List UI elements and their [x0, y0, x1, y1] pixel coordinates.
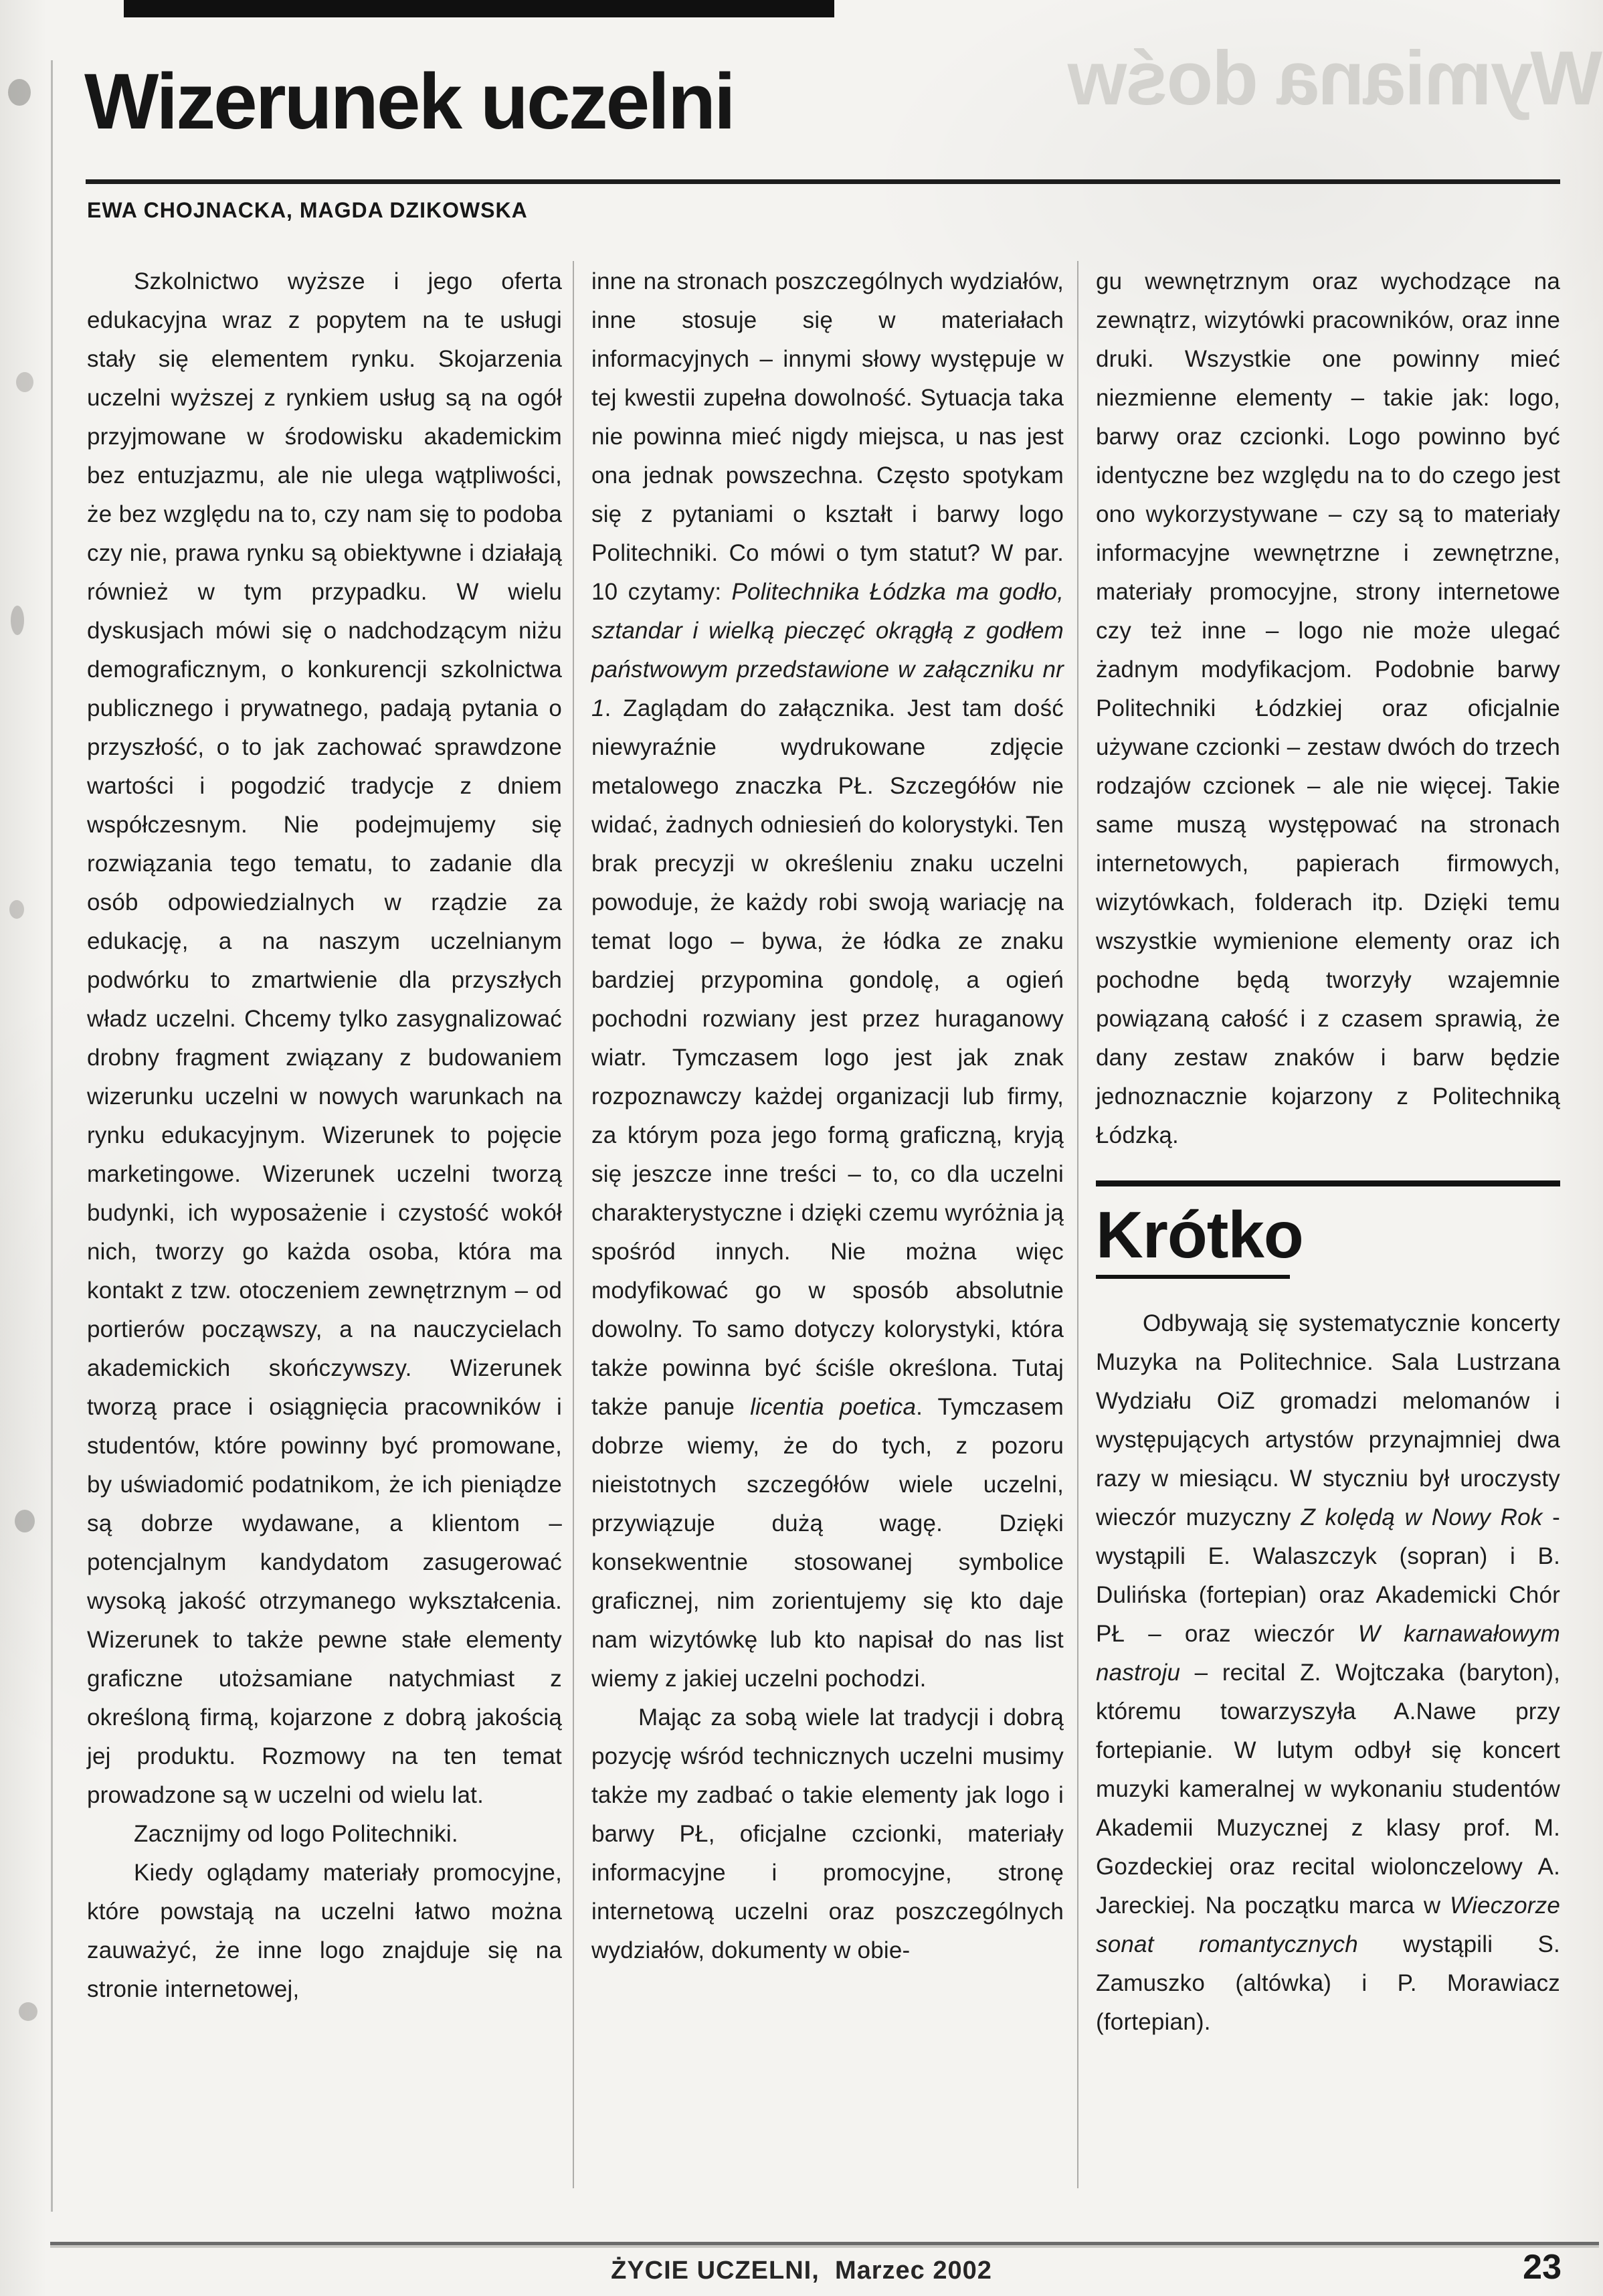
byline: EWA CHOJNACKA, MAGDA DZIKOWSKA — [87, 198, 528, 222]
text-column-3 — [1096, 262, 1560, 2042]
footer-rule — [50, 2242, 1599, 2245]
header-rule — [86, 179, 1560, 184]
section-heading-krotko: Krótko — [1096, 1198, 1303, 1271]
paragraph: Szkolnictwo wyższe i jego oferta edukacyjna wraz z popytem na te usługi stały się elementem rynku. Skojarzenia uczelni wyższej z rynkiem usług są na ogół przyjmowane w środowisku akademickim bez entuzjazmu, ale nie ulega wątpliwości, że bez względu na to, czy nam się to podoba czy nie, prawa rynku są obiektywne i działają również w tym przypadku. W wielu dyskusjach mówi się o nadchodzącym niżu demograficznym, o konkurencji szkolnictwa publicznego i prywatnego, padają pytania o przyszłość, o to jak zachować sprawdzone wartości i pogodzić tradycje z dniem współczesnym. Nie podejmujemy się rozwiązania tego tematu, to zadanie dla osób odpowiedzialnych w rządzie za edukację, a na naszym uczelnianym podwórku to zmartwienie dla przyszłych władz uczelni. Chcemy tylko zasygnalizować drobny fragment związany z budowaniem wizerunku uczelni w nowych warunkach na rynku edukacyjnym. Wizerunek to pojęcie marketingowe. Wizerunek uczelni tworzą budynki, ich wyposażenie i czystość wokół nich, tworzy go każda osoba, która ma kontakt z tzw. otoczeniem zewnętrznym – od portierów począwszy, a na nauczycielach akademickich skończywszy. Wizerunek tworzą prace i osiągnięcia pracowników i studentów, które powinny być promowane, by uświadomić podatnikom, że ich pieniądze są dobrze wydawane, a klientom – potencjalnym kandydatom zasugerować wysoką jakość otrzymanego wykształcenia. Wizerunek to także pewne stałe elementy graficzne utożsamiane natychmiast z określoną firmą, kojarzone z dobrą jakością jej produktu. Rozmowy na ten temat prowadzone są w uczelni od wielu lat. — [87, 268, 562, 1808]
scan-artifact — [9, 900, 24, 919]
page-fold-line — [51, 60, 53, 2212]
section-heading-underline — [1096, 1275, 1290, 1279]
issue-date: Marzec 2002 — [834, 2257, 992, 2285]
text-column-1 — [87, 262, 562, 2009]
paragraph: Kiedy oglądamy materiały promocyjne, które powstają na uczelni łatwo można zauważyć, że inne logo znajduje się na stronie internetowej, — [87, 1860, 562, 2002]
scan-artifact — [11, 606, 24, 635]
footer-journal-line — [0, 2257, 1603, 2285]
section-separator-rule — [1096, 1180, 1560, 1186]
paragraph: inne na stronach poszczególnych wydziałów, inne stosuje się w materiałach informacyjnych – innymi słowy występuje w tej kwestii zupełna dowolność. Sytuacja taka nie powinna mieć nigdy miejsca, u nas jest ona jednak powszechna. Często spotykam się z pytaniami o kształt i barwy logo Politechniki. Co mówi o tym statut? W par. 10 czytamy: Politechnika Łódzka ma godło, sztandar i wielką pieczęć okrągłą z godłem państwowym przedstawione w załączniku nr 1. Zaglądam do załącznika. Jest tam dość niewyraźnie wydrukowane zdjęcie metalowego znaczka PŁ. Szczegółów nie widać, żadnych odniesień do kolorystyki. Ten brak precyzji w określeniu znaku uczelni powoduje, że każdy robi swoją wariację na temat logo – bywa, że łódka ze znaku bardziej przypomina gondolę, a ogień pochodni rozwiany jest przez huraganowy wiatr. Tymczasem logo jest jak znak rozpoznawczy każdej organizacji lub firmy, za którym poza jego formą graficzną, kryją się jeszcze inne treści – to, co dla uczelni charakterystyczne i dzięki czemu wyróżnia ją spośród innych. Nie można więc modyfikować go w sposób absolutnie dowolny. To samo dotyczy kolorystyki, która także powinna być ściśle określona. Tutaj także panuje licentia poetica. Tymczasem dobrze wiemy, że do tych, z pozoru nieistotnych szczegółów wiele uczelni, przywiązuje dużą wagę. Dzięki konsekwentnie stosowanej symbolice graficznej, nim zorientujemy się kto daje nam wizytówkę lub kto napisał do nas list wiemy z jakiej uczelni pochodzi. — [591, 268, 1064, 1692]
scan-artifact — [16, 372, 33, 392]
scan-artifact — [8, 79, 31, 106]
text-column-2 — [591, 262, 1064, 1970]
bleed-through-ghost-title: Wymiana dośw — [1068, 36, 1602, 121]
article-title: Wizerunek uczelni — [84, 58, 734, 146]
column-divider — [573, 261, 574, 2188]
paragraph: gu wewnętrznym oraz wychodzące na zewnątrz, wizytówki pracowników, oraz inne druki. Wszystkie one powinny mieć niezmienne elementy – takie jak: logo, barwy oraz czcionki. Logo powinno być identyczne bez względu na to do czego jest ono wykorzystywane – czy są to materiały informacyjne wewnętrzne i zewnętrzne, materiały promocyjne, strony internetowe czy też inne – logo nie może ulegać żadnym modyfikacjom. Podobnie barwy Politechniki Łódzkiej oraz oficjalnie używane czcionki – zestaw dwóch do trzech rodzajów czcionek – ale nie więcej. Takie same muszą występować na stronach internetowych, papierach firmowych, wizytówkach, folderach itp. Dzięki temu wszystkie wymienione elementy oraz ich pochodne będą tworzyły wzajemnie powiązaną całość i z czasem sprawią, że dany zestaw znaków i barw będzie jednoznacznie kojarzony z Politechniką Łódzką. — [1096, 268, 1560, 1148]
scan-artifact — [19, 2002, 37, 2021]
paragraph: Mając za sobą wiele lat tradycji i dobrą pozycję wśród technicznych uczelni musimy także my zadbać o takie elementy jak logo i barwy PŁ, oficjalne czcionki, materiały informacyjne i promocyjne, stronę internetową uczelni oraz poszczególnych wydziałów, dokumenty w obie- — [591, 1704, 1064, 1963]
column-divider — [1077, 261, 1078, 2188]
page-number: 23 — [1523, 2248, 1562, 2287]
paragraph: Odbywają się systematycznie koncerty Muzyka na Politechnice. Sala Lustrzana Wydziału OiZ gromadzi melomanów i występujących artystów przynajmniej dwa razy w miesiącu. W styczniu był uroczysty wieczór muzyczny Z kolędą w Nowy Rok - wystąpili E. Walaszczyk (sopran) i B. Dulińska (fortepian) oraz Akademicki Chór PŁ – oraz wieczór W karnawałowym nastroju – recital Z. Wojtczaka (baryton), któremu towarzyszyła A.Nawe przy fortepianie. W lutym odbył się koncert muzyki kameralnej w wykonaniu studentów Akademii Muzycznej z klasy prof. M. Gozdeckiej oraz recital wiolonczelowy A. Jareckiej. Na początku marca w Wieczorze sonat romantycznych wystąpili S. Zamuszko (altówka) i P. Morawiacz (fortepian). — [1096, 1310, 1561, 2035]
top-scan-bar — [124, 0, 834, 17]
scan-artifact — [15, 1510, 35, 1532]
paragraph: Zacznijmy od logo Politechniki. — [134, 1821, 458, 1847]
journal-name: ŻYCIE UCZELNI, — [611, 2257, 820, 2285]
